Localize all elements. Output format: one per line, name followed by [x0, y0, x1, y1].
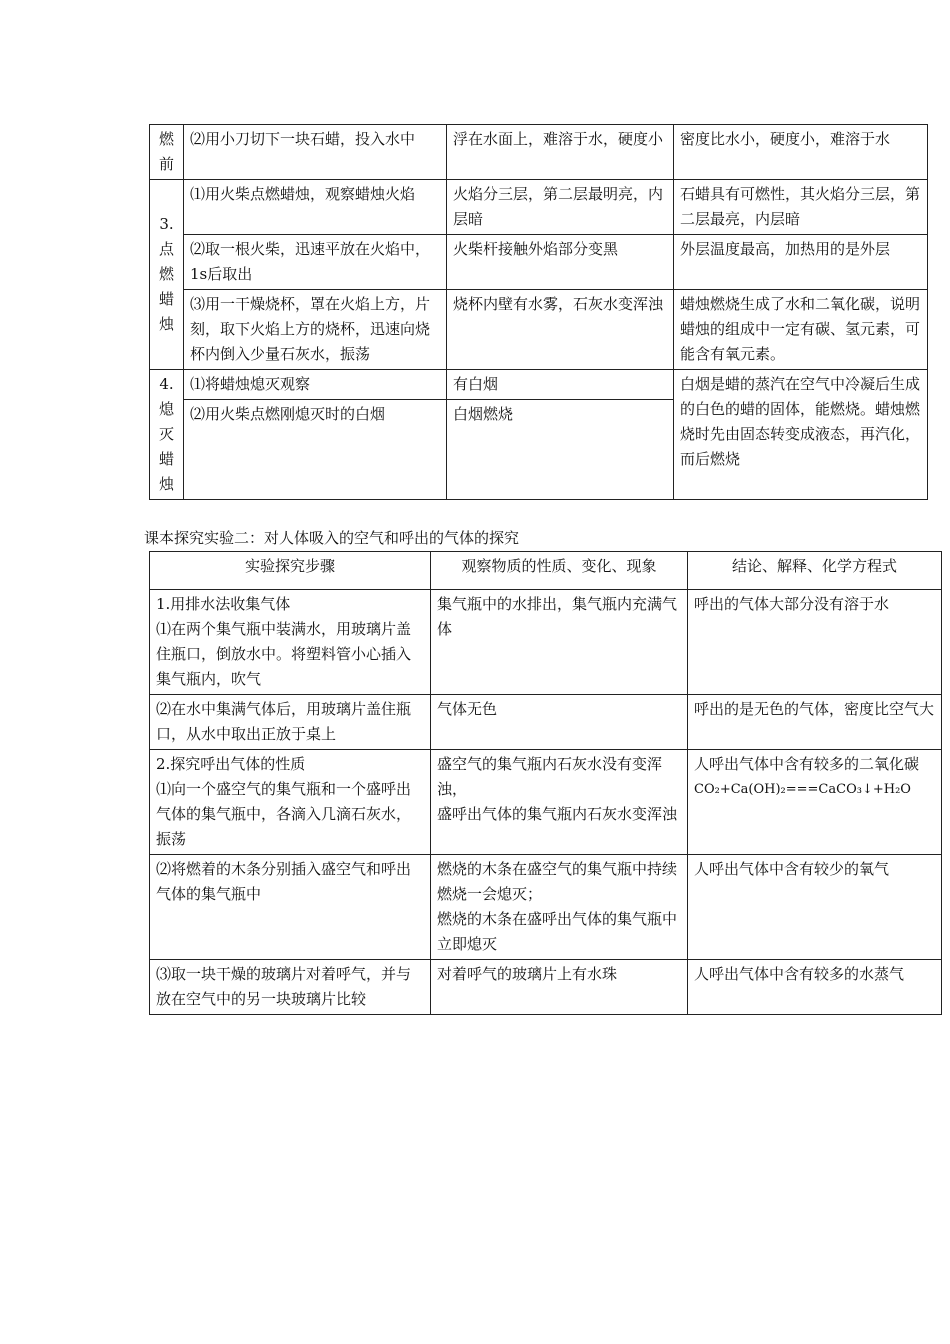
observation-cell: 燃烧的木条在盛空气的集气瓶中持续燃烧一会熄灭； 燃烧的木条在盛呼出气体的集气瓶中立即熄灭 — [431, 855, 688, 960]
table-row — [150, 695, 942, 750]
table-row — [150, 235, 928, 290]
conclusion-cell: 外层温度最高，加热用的是外层 — [674, 235, 928, 290]
table-row — [150, 590, 942, 695]
step-cell: ⑴将蜡烛熄灭观察 — [184, 370, 447, 400]
chemical-equation: CO₂+Ca(OH)₂===CaCO₃↓+H₂O — [694, 782, 911, 797]
table-row — [150, 125, 928, 180]
conclusion-cell: 白烟是蜡的蒸汽在空气中冷凝后生成的白色的蜡的固体，能燃烧。蜡烛燃烧时先由固态转变成液态，再汽化，而后燃烧 — [674, 370, 928, 500]
candle-experiment-table — [149, 124, 928, 500]
step-cell: ⑵用火柴点燃刚熄灭时的白烟 — [184, 400, 447, 500]
step-cell: ⑶用一干燥烧杯，罩在火焰上方，片刻，取下火焰上方的烧杯，迅速向烧杯内倒入少量石灰水，振荡 — [184, 290, 447, 370]
conclusion-cell: 石蜡具有可燃性，其火焰分三层，第二层最亮，内层暗 — [674, 180, 928, 235]
conclusion-cell: 蜡烛燃烧生成了水和二氧化碳，说明蜡烛的组成中一定有碳、氢元素，可能含有氧元素。 — [674, 290, 928, 370]
table-row — [150, 290, 928, 370]
table-row — [150, 855, 942, 960]
conclusion-cell — [688, 750, 942, 855]
stage-cell: 4. 熄 灭 蜡 烛 — [150, 370, 184, 500]
observation-cell: 对着呼气的玻璃片上有水珠 — [431, 960, 688, 1015]
step-cell: ⑴用火柴点燃蜡烛，观察蜡烛火焰 — [184, 180, 447, 235]
observation-cell: 浮在水面上，难溶于水，硬度小 — [447, 125, 674, 180]
conclusion-text: 人呼出气体中含有较多的二氧化碳 — [694, 755, 920, 773]
column-header: 观察物质的性质、变化、现象 — [431, 552, 688, 590]
breath-experiment-table — [149, 551, 942, 1015]
column-header: 结论、解释、化学方程式 — [688, 552, 942, 590]
conclusion-cell: 呼出的气体大部分没有溶于水 — [688, 590, 942, 695]
conclusion-cell: 密度比水小，硬度小，难溶于水 — [674, 125, 928, 180]
table-row — [150, 180, 928, 235]
step-cell: ⑵取一根火柴，迅速平放在火焰中，1s后取出 — [184, 235, 447, 290]
observation-cell: 气体无色 — [431, 695, 688, 750]
stage-cell: 3. 点 燃 蜡 烛 — [150, 180, 184, 370]
table-row — [150, 960, 942, 1015]
observation-cell: 烧杯内壁有水雾，石灰水变浑浊 — [447, 290, 674, 370]
table-row — [150, 750, 942, 855]
step-cell: ⑵将燃着的木条分别插入盛空气和呼出气体的集气瓶中 — [150, 855, 431, 960]
observation-cell: 有白烟 — [447, 370, 674, 400]
conclusion-cell: 人呼出气体中含有较多的水蒸气 — [688, 960, 942, 1015]
observation-cell: 白烟燃烧 — [447, 400, 674, 500]
table-header-row — [150, 552, 942, 590]
observation-cell: 盛空气的集气瓶内石灰水没有变浑浊， 盛呼出气体的集气瓶内石灰水变浑浊 — [431, 750, 688, 855]
stage-cell: 燃 前 — [150, 125, 184, 180]
conclusion-cell: 呼出的是无色的气体，密度比空气大 — [688, 695, 942, 750]
conclusion-cell: 人呼出气体中含有较少的氧气 — [688, 855, 942, 960]
observation-cell: 集气瓶中的水排出，集气瓶内充满气体 — [431, 590, 688, 695]
step-cell: ⑵用小刀切下一块石蜡，投入水中 — [184, 125, 447, 180]
step-cell: ⑶取一块干燥的玻璃片对着呼气，并与放在空气中的另一块玻璃片比较 — [150, 960, 431, 1015]
observation-cell: 火柴杆接触外焰部分变黑 — [447, 235, 674, 290]
step-cell: 2.探究呼出气体的性质 ⑴向一个盛空气的集气瓶和一个盛呼出气体的集气瓶中，各滴入几滴石灰水，振荡 — [150, 750, 431, 855]
table-row — [150, 370, 928, 400]
observation-cell: 火焰分三层，第二层最明亮，内层暗 — [447, 180, 674, 235]
section-caption: 课本探究实验二：对人体吸入的空气和呼出的气体的探究 — [144, 529, 520, 547]
step-cell: 1.用排水法收集气体 ⑴在两个集气瓶中装满水，用玻璃片盖住瓶口，倒放水中。将塑料管小心插入集气瓶内，吹气 — [150, 590, 431, 695]
step-cell: ⑵在水中集满气体后，用玻璃片盖住瓶口，从水中取出正放于桌上 — [150, 695, 431, 750]
column-header: 实验探究步骤 — [150, 552, 431, 590]
